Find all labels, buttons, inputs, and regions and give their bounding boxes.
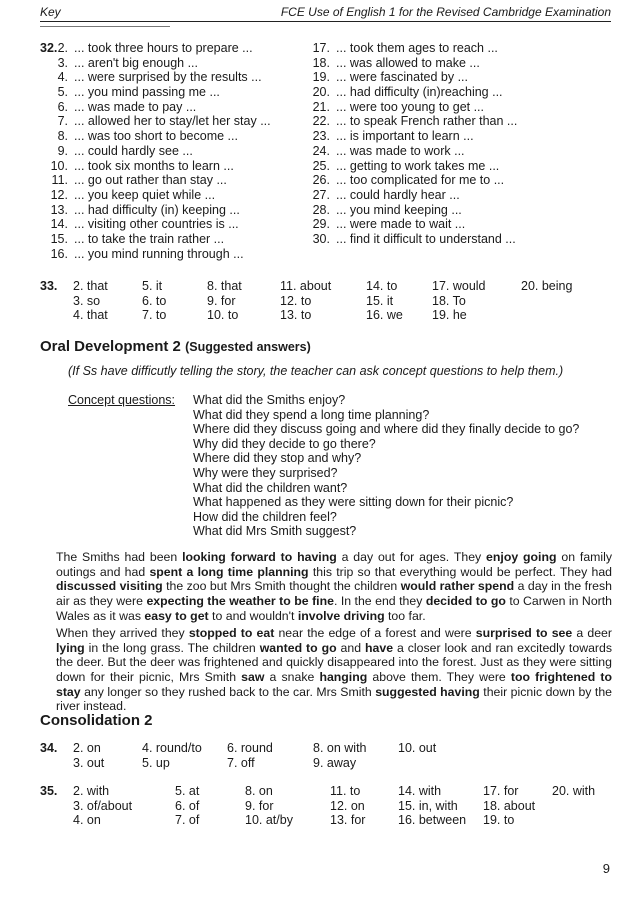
concept-question: What happened as they were sitting down for their picnic? — [193, 495, 514, 510]
q32-right-column — [306, 41, 517, 247]
highlighted-phrase: surprised to see — [475, 626, 573, 640]
answer-cell: 12. on — [330, 798, 365, 813]
item-text: ... was made to pay ... — [74, 99, 197, 114]
item-number: 28. — [312, 202, 330, 217]
item-text: ... took six months to learn ... — [74, 158, 234, 173]
answer-cell: 2. on — [73, 741, 101, 755]
concept-question: What did they spend a long time planning? — [193, 407, 430, 422]
answer-cell: 3. out — [73, 755, 105, 770]
concept-questions-label: Concept questions: — [68, 393, 176, 407]
concept-question: Why were they surprised? — [193, 465, 338, 480]
highlighted-phrase: wanted to go — [259, 640, 337, 655]
highlighted-phrase: would rather spend — [400, 579, 515, 594]
item-text: ... find it difficult to understand ... — [336, 231, 516, 246]
oral-heading-title: Oral Development 2 — [40, 338, 181, 355]
answer-cell: 8. on — [245, 784, 273, 798]
item-number: 19. — [312, 70, 330, 85]
answer-cell: 17. would — [432, 279, 486, 293]
list-item — [44, 173, 271, 188]
item-number: 10. — [50, 158, 68, 173]
list-item — [44, 100, 271, 115]
item-text: ... getting to work takes me ... — [336, 158, 500, 173]
item-number: 3. — [57, 55, 68, 70]
item-number: 24. — [312, 143, 330, 158]
answer-cell: 2. with — [73, 784, 110, 798]
list-item — [44, 217, 271, 232]
highlighted-phrase: have — [365, 640, 394, 655]
list-item — [306, 217, 517, 232]
highlighted-phrase: too frightened to stay — [56, 669, 612, 699]
answer-cell: 19. he — [432, 308, 467, 323]
concept-question: Why did they decide to go there? — [193, 436, 376, 451]
item-number: 8. — [57, 129, 68, 144]
answer-cell: 5. at — [175, 784, 200, 798]
item-text: ... were too young to get ... — [336, 99, 485, 114]
list-item — [306, 70, 517, 85]
highlighted-phrase: easy to get — [144, 608, 209, 623]
concept-question: What did Mrs Smith suggest? — [193, 524, 357, 539]
answer-cell: 3. of/about — [73, 798, 133, 813]
item-text: ... you mind passing me ... — [74, 85, 220, 100]
item-text: ... you mind running through ... — [74, 246, 244, 261]
item-text: ... were made to wait ... — [336, 217, 466, 232]
highlighted-phrase: suggested having — [375, 684, 480, 699]
list-item — [306, 173, 517, 188]
item-number: 22. — [312, 114, 330, 129]
q34-answers — [0, 741, 638, 773]
highlighted-phrase: decided to go — [425, 593, 506, 608]
list-item — [306, 100, 517, 115]
answer-cell: 7. to — [142, 308, 167, 323]
item-number: 7. — [57, 114, 68, 129]
item-number: 6. — [57, 99, 68, 114]
answer-cell: 4. that — [73, 308, 108, 323]
list-item — [44, 70, 271, 85]
item-text: ... you mind keeping ... — [336, 202, 462, 217]
item-text: ... were fascinated by ... — [336, 70, 469, 85]
concept-question: What did the children want? — [193, 480, 348, 495]
item-number: 18. — [312, 55, 330, 70]
item-number: 29. — [312, 217, 330, 232]
list-item — [44, 41, 271, 56]
item-text: ... took them ages to reach ... — [336, 41, 498, 55]
answer-cell: 18. To — [432, 293, 466, 308]
item-text: ... to take the train rather ... — [74, 231, 225, 246]
answer-cell: 3. so — [73, 293, 101, 308]
list-item — [44, 85, 271, 100]
item-number: 5. — [57, 85, 68, 100]
answer-cell: 5. up — [142, 755, 170, 770]
answer-cell: 15. in, with — [398, 798, 458, 813]
item-text: ... go out rather than stay ... — [74, 173, 227, 188]
item-text: ... could hardly see ... — [74, 143, 193, 158]
item-text: ... could hardly hear ... — [336, 187, 460, 202]
highlighted-phrase: enjoy going — [486, 550, 557, 564]
highlighted-phrase: stopped to eat — [188, 626, 275, 640]
q33-answers — [0, 279, 638, 325]
list-item — [306, 85, 517, 100]
answer-cell: 5. it — [142, 279, 163, 293]
answer-cell: 20. with — [552, 784, 596, 798]
concept-question: Where did they stop and why? — [193, 451, 362, 466]
item-number: 12. — [50, 187, 68, 202]
story-paragraph-2: When they arrived they stopped to eat near the edge of a forest and were surprised to see a deer lying in the long grass. The children wanted to go and have a closer look and ran excitedly towards the deer. But the deer was frightened and quickly disappeared into the forest. Just as they were sitting down for their picnic, Mrs Smith saw a snake hanging above them. They were too frightened to stay any longer so they rushed back to the car. Mrs Smith suggested having their picnic down by the river instead. — [56, 626, 613, 714]
highlighted-phrase: lying — [56, 640, 85, 655]
answer-cell: 8. that — [207, 279, 242, 293]
answer-cell: 6. of — [175, 798, 200, 813]
answer-cell: 16. we — [366, 308, 403, 323]
answer-cell: 7. off — [227, 755, 255, 770]
answer-cell: 12. to — [280, 293, 312, 308]
item-number: 16. — [50, 246, 68, 261]
item-text: ... aren't big enough ... — [74, 55, 198, 70]
answer-cell: 9. away — [313, 755, 357, 770]
answer-cell: 10. to — [207, 308, 239, 323]
list-item — [44, 114, 271, 129]
header-rule-short — [40, 26, 170, 27]
item-text: ... had difficulty (in) keeping ... — [74, 202, 240, 217]
answer-cell: 18. about — [483, 798, 536, 813]
item-number: 20. — [312, 85, 330, 100]
answer-cell: 19. to — [483, 813, 515, 828]
list-item — [44, 129, 271, 144]
item-number: 9. — [57, 143, 68, 158]
answer-cell: 13. to — [280, 308, 312, 323]
item-number: 4. — [57, 70, 68, 85]
highlighted-phrase: spent a long time planning — [149, 564, 309, 579]
header-rule — [40, 21, 611, 22]
highlighted-phrase: involve driving — [297, 608, 385, 623]
answer-cell: 8. on with — [313, 741, 367, 755]
item-number: 2. — [57, 41, 68, 55]
oral-heading-subtitle: (Suggested answers) — [185, 340, 311, 354]
answer-cell: 14. with — [398, 784, 442, 798]
concept-question: What did the Smiths enjoy? — [193, 393, 346, 407]
list-item — [306, 129, 517, 144]
concept-question: How did the children feel? — [193, 509, 337, 524]
list-item — [44, 159, 271, 174]
item-text: ... you keep quiet while ... — [74, 187, 216, 202]
item-text: ... was allowed to make ... — [336, 55, 480, 70]
highlighted-phrase: saw — [241, 669, 265, 684]
item-text: ... had difficulty (in)reaching ... — [336, 85, 503, 100]
item-number: 27. — [312, 187, 330, 202]
q35-answers — [0, 784, 638, 830]
answer-cell: 17. for — [483, 784, 519, 798]
answer-cell: 9. for — [207, 293, 236, 308]
list-item — [306, 159, 517, 174]
question-number-32: 32. — [40, 41, 58, 55]
question-number-34: 34. — [40, 741, 58, 755]
item-number: 15. — [50, 231, 68, 246]
item-text: ... is important to learn ... — [336, 129, 474, 144]
item-number: 30. — [312, 231, 330, 246]
answer-cell: 20. being — [521, 279, 573, 293]
list-item — [44, 56, 271, 71]
list-item — [44, 232, 271, 247]
item-text: ... was made to work ... — [336, 143, 465, 158]
highlighted-phrase: hanging — [319, 669, 368, 684]
question-number-35: 35. — [40, 784, 58, 798]
consolidation-heading: Consolidation 2 — [40, 712, 153, 729]
answer-cell: 15. it — [366, 293, 394, 308]
answer-cell: 9. for — [245, 798, 274, 813]
item-number: 23. — [312, 129, 330, 144]
list-item — [306, 188, 517, 203]
q32-left-column — [44, 41, 271, 261]
item-text: ... too complicated for me to ... — [336, 173, 505, 188]
item-text: ... visiting other countries is ... — [74, 217, 239, 232]
answer-cell: 11. to — [330, 784, 361, 798]
list-item — [306, 56, 517, 71]
answer-cell: 6. round — [227, 741, 273, 755]
answer-cell: 13. for — [330, 813, 366, 828]
list-item — [306, 203, 517, 218]
list-item — [44, 203, 271, 218]
item-text: ... were surprised by the results ... — [74, 70, 262, 85]
highlighted-phrase: discussed visiting — [56, 579, 163, 594]
oral-development-heading — [40, 338, 311, 355]
answer-cell: 11. about — [280, 279, 332, 293]
running-header-title: FCE Use of English 1 for the Revised Cambridge Examination — [280, 5, 611, 19]
item-number: 13. — [50, 202, 68, 217]
running-header-left: Key — [40, 5, 61, 19]
item-number: 17. — [312, 41, 330, 55]
item-text: ... was too short to become ... — [74, 129, 238, 144]
answer-cell: 2. that — [73, 279, 108, 293]
item-number: 11. — [51, 173, 68, 188]
highlighted-phrase: looking forward to having — [182, 550, 337, 564]
concept-question: Where did they discuss going and where did they finally decide to go? — [193, 422, 580, 437]
answer-cell: 6. to — [142, 293, 167, 308]
oral-note: (If Ss have difficutly telling the story, the teacher can ask concept questions to help them.) — [68, 364, 564, 378]
list-item — [44, 247, 271, 262]
answer-cell: 16. between — [398, 813, 467, 828]
answer-cell: 14. to — [366, 279, 398, 293]
item-number: 14. — [50, 217, 68, 232]
list-item — [306, 144, 517, 159]
item-number: 21. — [312, 99, 330, 114]
item-number: 25. — [312, 158, 330, 173]
list-item — [306, 41, 517, 56]
concept-questions-list — [193, 393, 579, 539]
answer-cell: 4. on — [73, 813, 101, 828]
item-text: ... took three hours to prepare ... — [74, 41, 253, 55]
list-item — [306, 232, 517, 247]
answer-cell: 7. of — [175, 813, 200, 828]
answer-cell: 10. out — [398, 741, 437, 755]
list-item — [44, 144, 271, 159]
list-item — [44, 188, 271, 203]
question-number-33: 33. — [40, 279, 58, 293]
list-item — [306, 114, 517, 129]
item-text: ... allowed her to stay/let her stay ... — [74, 114, 271, 129]
item-number: 26. — [312, 173, 330, 188]
answer-cell: 4. round/to — [142, 741, 202, 755]
highlighted-phrase: expecting the weather to be fine — [146, 593, 334, 608]
answer-cell: 10. at/by — [245, 813, 293, 828]
page-number: 9 — [602, 861, 610, 876]
item-text: ... to speak French rather than ... — [336, 114, 518, 129]
story-paragraph-1: The Smiths had been looking forward to having a day out for ages. They enjoy going on family outings and had spent a long time planning this trip so that everything would be perfect. They had discussed visiting the zoo but Mrs Smith thought the children would rather spend a day in the fresh air as they were expecting the weather to be fine. In the end they decided to go to Carwen in North Wales as it was easy to get to and wouldn't involve driving too far. — [56, 550, 613, 623]
